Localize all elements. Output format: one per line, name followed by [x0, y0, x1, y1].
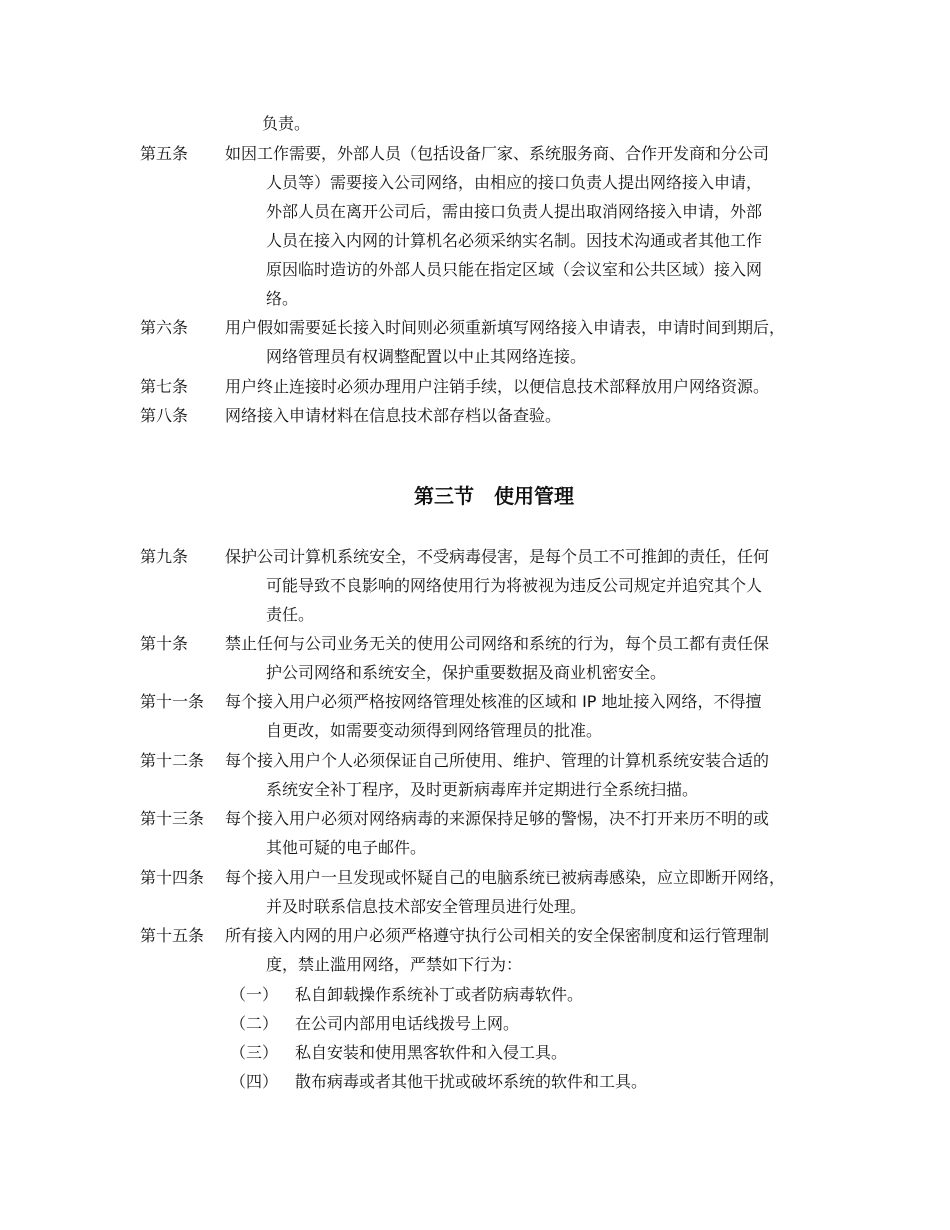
- text-line: 人员等）需要接入公司网络，由相应的接口负责人提出网络接入申请，: [266, 173, 763, 192]
- list-marker: （三）: [230, 1043, 279, 1062]
- list-marker: （二）: [230, 1014, 279, 1033]
- article-label: 第十三条: [140, 809, 205, 828]
- text-line: 每个接入用户个人必须保证自己所使用、维护、管理的计算机系统安装合适的: [225, 751, 770, 770]
- article-label: 第八条: [140, 406, 189, 425]
- article-label: 第五条: [140, 144, 189, 163]
- text-line: 其他可疑的电子邮件。: [266, 838, 427, 857]
- text-line: 禁止任何与公司业务无关的使用公司网络和系统的行为，每个员工都有责任保: [225, 634, 770, 653]
- article-label: 第七条: [140, 377, 189, 396]
- text-line: 负责。: [262, 114, 311, 133]
- text-line: 用户终止连接时必须办理用户注销手续，以便信息技术部释放用户网络资源。: [225, 377, 770, 396]
- list-item: 散布病毒或者其他干扰或破坏系统的软件和工具。: [295, 1072, 648, 1091]
- list-marker: （一）: [230, 985, 279, 1004]
- text-line: 原因临时造访的外部人员只能在指定区域（会议室和公共区域）接入网: [266, 260, 763, 279]
- text-line: 人员在接入内网的计算机名必须采纳实名制。因技术沟通或者其他工作: [266, 231, 763, 250]
- article-label: 第十四条: [140, 868, 205, 887]
- text-line: 用户假如需要延长接入时间则必须重新填写网络接入申请表，申请时间到期后，: [225, 318, 786, 337]
- text-line: 网络接入申请材料在信息技术部存档以备查验。: [225, 406, 562, 425]
- article-label: 第十五条: [140, 926, 205, 945]
- text-line: 如因工作需要，外部人员（包括设备厂家、系统服务商、合作开发商和分公司: [225, 144, 770, 163]
- text-line: 网络管理员有权调整配置以中止其网络连接。: [266, 347, 587, 366]
- text-line: 可能导致不良影响的网络使用行为将被视为违反公司规定并追究其个人: [266, 576, 763, 595]
- article-label: 第十二条: [140, 751, 205, 770]
- text-line: 络。: [266, 289, 299, 308]
- text-line: 度，禁止滥用网络，严禁如下行为：: [266, 955, 523, 974]
- text-line: 每个接入用户一旦发现或怀疑自己的电脑系统已被病毒感染，应立即断开网络，: [225, 868, 786, 887]
- text-line: 外部人员在离开公司后，需由接口负责人提出取消网络接入申请，外部: [266, 202, 763, 221]
- article-label: 第十一条: [140, 692, 205, 711]
- text-line: 护公司网络和系统安全，保护重要数据及商业机密安全。: [266, 663, 667, 682]
- text-line: 责任。: [266, 605, 315, 624]
- list-item: 私自安装和使用黑客软件和入侵工具。: [295, 1043, 568, 1062]
- list-item: 私自卸载操作系统补丁或者防病毒软件。: [295, 985, 584, 1004]
- list-item: 在公司内部用电话线拨号上网。: [295, 1014, 520, 1033]
- text-line: 保护公司计算机系统安全，不受病毒侵害，是每个员工不可推卸的责任，任何: [225, 547, 770, 566]
- text-line: 每个接入用户必须严格按网络管理处核准的区域和 IP 地址接入网络，不得擅: [225, 692, 762, 711]
- text-line: 自更改，如需要变动须得到网络管理员的批准。: [266, 721, 603, 740]
- list-marker: （四）: [230, 1072, 279, 1091]
- article-label: 第九条: [140, 547, 189, 566]
- article-label: 第六条: [140, 318, 189, 337]
- section-title: 第三节 使用管理: [414, 484, 574, 508]
- text-line: 所有接入内网的用户必须严格遵守执行公司相关的安全保密制度和运行管理制: [225, 926, 770, 945]
- text-line: 每个接入用户必须对网络病毒的来源保持足够的警惕，决不打开来历不明的或: [225, 809, 770, 828]
- text-line: 系统安全补丁程序，及时更新病毒库并定期进行全系统扫描。: [266, 780, 699, 799]
- text-line: 并及时联系信息技术部安全管理员进行处理。: [266, 897, 587, 916]
- article-label: 第十条: [140, 634, 189, 653]
